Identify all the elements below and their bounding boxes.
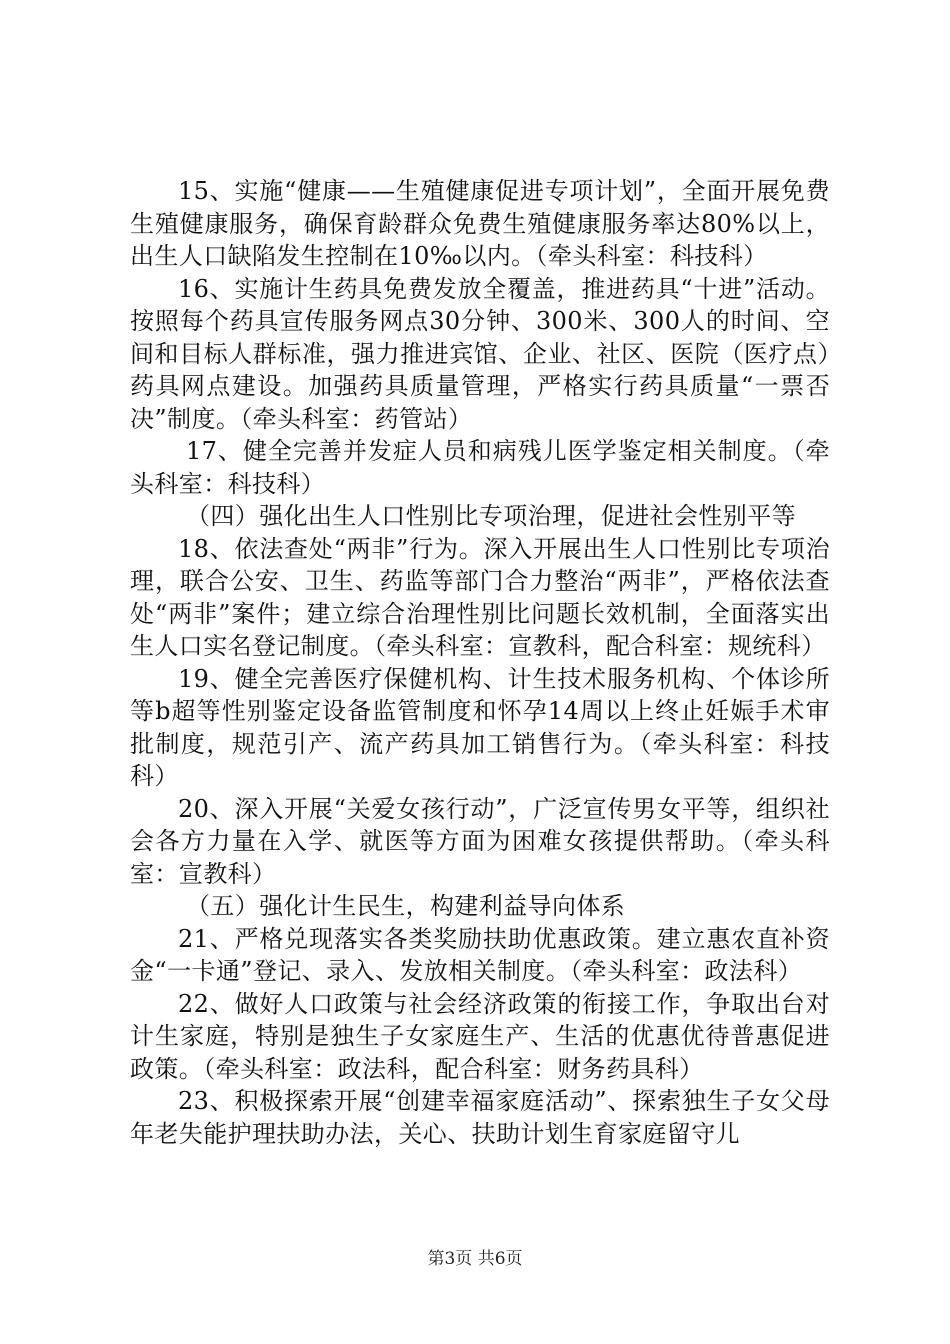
page-footer: 第3页 共6页 — [427, 1249, 523, 1269]
paragraph-16: 16、实施计生药具免费发放全覆盖，推进药具“十进”活动。按照每个药具宣传服务网点30分钟、300米、300人的时间、空间和目标人群标准，强力推进宾馆、企业、社区、医院（医疗点）药具网点建设。加强药具质量管理，严格实行药具质量“一票否决”制度。（牵头科室：药管站） — [130, 274, 830, 433]
paragraph-17: 17、健全完善并发症人员和病残儿医学鉴定相关制度。（牵头科室：科技科） — [130, 437, 830, 498]
paragraph-19: 19、健全完善医疗保健机构、计生技术服务机构、个体诊所等b超等性别鉴定设备监管制度和怀孕14周以上终止妊娠手术审批制度，规范引产、流产药具加工销售行为。（牵头科室：科技科） — [130, 664, 830, 790]
section-heading-5: （五）强化计生民生，构建利益导向体系 — [186, 892, 626, 920]
paragraph-21: 21、严格兑现落实各类奖励扶助优惠政策。建立惠农直补资金“一卡通”登记、录入、发放相关制度。（牵头科室：政法科） — [130, 924, 830, 985]
paragraph-18: 18、依法查处“两非”行为。深入开展出生人口性别比专项治理，联合公安、卫生、药监等部门合力整治“两非”，严格依法查处“两非”案件；建立综合治理性别比问题长效机制，全面落实出生人口实名登记制度。（牵头科室：宣教科，配合科室：规统科） — [130, 534, 830, 660]
section-heading-4: （四）强化出生人口性别比专项治理，促进社会性别平等 — [186, 502, 796, 530]
paragraph-15: 15、实施“健康——生殖健康促进专项计划”，全面开展免费生殖健康服务，确保育龄群众免费生殖健康服务率达80%以上，出生人口缺陷发生控制在10‰以内。（牵头科室：科技科） — [130, 177, 830, 270]
document-body — [130, 175, 830, 1150]
paragraph-22: 22、做好人口政策与社会经济政策的衔接工作，争取出台对计生家庭，特别是独生子女家庭生产、生活的优惠优待普惠促进政策。（牵头科室：政法科，配合科室：财务药具科） — [130, 989, 830, 1083]
paragraph-23: 23、积极探索开展“创建幸福家庭活动”、探索独生子女父母年老失能护理扶助办法，关心、扶助计划生育家庭留守儿 — [130, 1087, 830, 1148]
paragraph-20: 20、深入开展“关爱女孩行动”，广泛宣传男女平等，组织社会各方力量在入学、就医等方面为困难女孩提供帮助。（牵头科室：宣教科） — [130, 794, 830, 888]
